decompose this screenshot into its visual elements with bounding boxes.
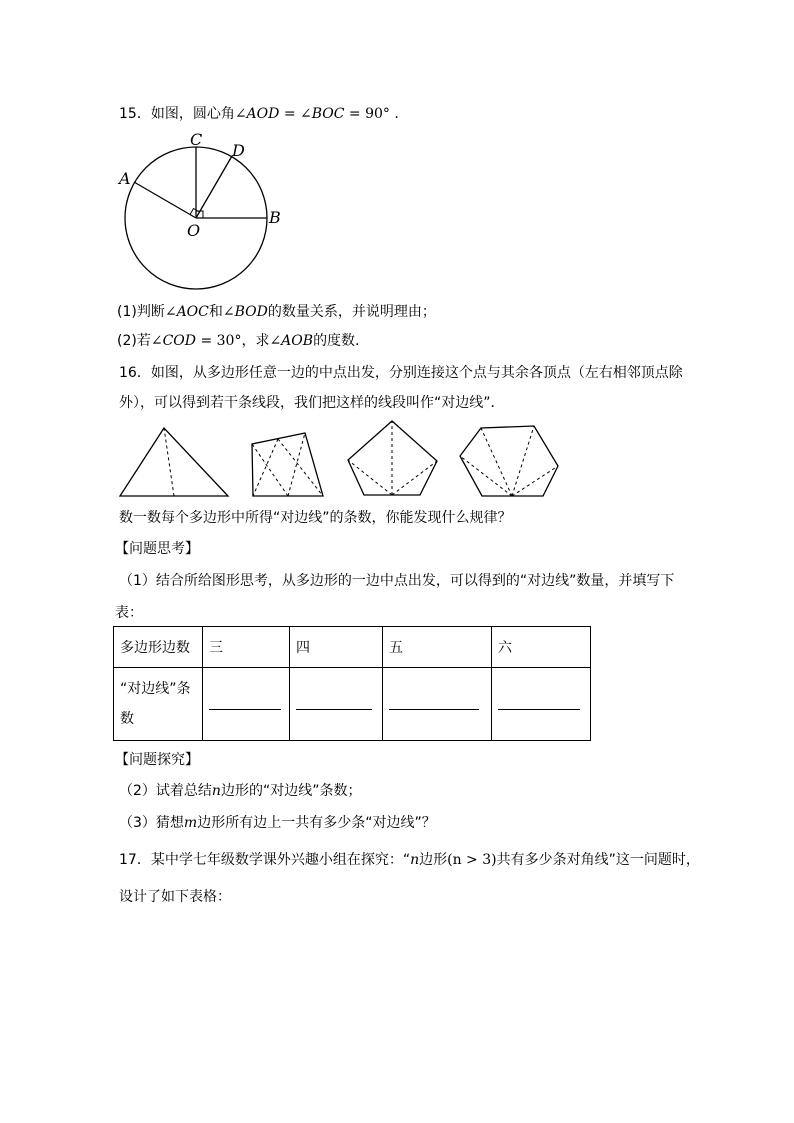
q16-part2 (119, 782, 361, 800)
quad-line-1 (253, 439, 278, 496)
triangle-median (164, 428, 174, 496)
q16-line2: 外），可以得到若干条线段，我们把这样的线段叫作“对边线”． (119, 395, 505, 411)
q15-part2-angle-aob: ∠AOB (269, 333, 314, 349)
q15-part2-prefix: (2)若 (117, 333, 151, 349)
q16-table (113, 626, 591, 741)
answer-cell-four[interactable] (290, 668, 383, 741)
q17-line1-mid: 边形 (419, 852, 448, 868)
table-cell-four: 四 (290, 627, 383, 668)
triangle (120, 428, 228, 496)
answer-cell-three[interactable] (203, 668, 290, 741)
quad-line-4 (288, 433, 305, 496)
radius-oa (134, 182, 196, 218)
quadrilateral (252, 433, 323, 496)
q15-angle-aod: ∠AOD (234, 106, 280, 122)
answer-blank[interactable] (296, 695, 372, 710)
table-row (114, 668, 591, 741)
q17-line1 (119, 851, 700, 869)
q16-part1-line2: 表： (115, 605, 143, 621)
q17-line1-cond: (n > 3) (447, 852, 497, 868)
pent-line-2 (392, 461, 437, 495)
q16-section-thinking: 【问题思考】 (115, 541, 199, 557)
q16-section-exploration: 【问题探究】 (115, 752, 199, 768)
q16-prompt: 数一数每个多边形中所得“对边线”的条数，你能发现什么规律？ (119, 510, 512, 526)
label-c: C (190, 130, 203, 149)
q15-stem (119, 105, 399, 123)
quad-line-2 (278, 439, 323, 496)
table-header-count-line1: “对边线”条 (120, 681, 191, 697)
pent-line-3 (348, 460, 392, 495)
q17-line1-suffix: 共有多少条对角线”这一问题时， (496, 852, 700, 868)
answer-cell-six[interactable] (492, 668, 591, 741)
q17-line1-prefix: 17．某中学七年级数学课外兴趣小组在探究：“ (119, 852, 411, 868)
q16-part3-suffix: 边形所有边上一共有多少条“对边线”？ (197, 815, 436, 831)
q16-line1: 16．如图，从多边形任意一边的中点出发，分别连接这个点与其余各顶点（左右相邻顶点除 (119, 365, 683, 381)
q15-part2-suffix: 的度数. (313, 333, 360, 349)
hex-line-2 (481, 428, 512, 496)
q15-part1-suffix: 的数量关系，并说明理由； (267, 304, 436, 320)
q16-part2-prefix: （2）试着总结 (119, 783, 212, 799)
q15-eq1: = (279, 106, 301, 122)
table-cell-six: 六 (492, 627, 591, 668)
q15-number: 15． (119, 106, 151, 122)
q16-polygons-figure (115, 415, 565, 505)
q15-part1-and: 和 (208, 304, 223, 320)
table-cell-three: 三 (203, 627, 290, 668)
hexagon (460, 426, 558, 496)
table-header-count (114, 668, 203, 741)
answer-blank[interactable] (389, 695, 479, 710)
table-row (114, 627, 591, 668)
quad-line-3 (252, 444, 288, 496)
q16-part3-prefix: （3）猜想 (119, 815, 184, 831)
q15-part1-angle-bod: ∠BOD (222, 304, 268, 320)
answer-cell-five[interactable] (383, 668, 492, 741)
answer-blank[interactable] (209, 695, 281, 710)
answer-blank[interactable] (498, 695, 580, 710)
q16-part2-var: n (211, 783, 221, 799)
q15-stem-text: 如图，圆心角 (150, 106, 235, 122)
hex-line-1 (460, 456, 512, 496)
label-b: B (269, 208, 281, 227)
q16-part1-line1: （1）结合所给图形思考，从多边形的一边中点出发，可以得到的“对边线”数量，并填写下 (119, 573, 675, 589)
q15-part2 (117, 332, 360, 350)
q15-part1 (117, 303, 436, 321)
q15-part2-angle-cod: ∠COD (150, 333, 196, 349)
table-cell-five: 五 (383, 627, 492, 668)
q17-line1-var: n (410, 852, 420, 868)
q17-line2: 设计了如下表格： (119, 889, 231, 905)
table-header-sides: 多边形边数 (114, 627, 203, 668)
table-header-count-line2: 数 (120, 711, 134, 727)
q16-part2-suffix: 边形的“对边线”条数； (220, 783, 362, 799)
radius-od (196, 156, 232, 218)
q15-part2-mid: = 30°，求 (196, 333, 270, 349)
q15-part1-prefix: (1)判断 (117, 304, 165, 320)
q15-circle-figure (110, 125, 290, 295)
label-o: O (187, 221, 201, 240)
hex-line-3 (512, 426, 534, 496)
label-d: D (232, 141, 245, 160)
q15-eq2: = 90° . (344, 106, 399, 122)
q15-part1-angle-aoc: ∠AOC (164, 304, 209, 320)
label-a: A (119, 169, 131, 188)
q16-part3 (119, 814, 436, 832)
q16-part3-var: m (183, 815, 198, 831)
q15-angle-boc: ∠BOC (300, 106, 345, 122)
